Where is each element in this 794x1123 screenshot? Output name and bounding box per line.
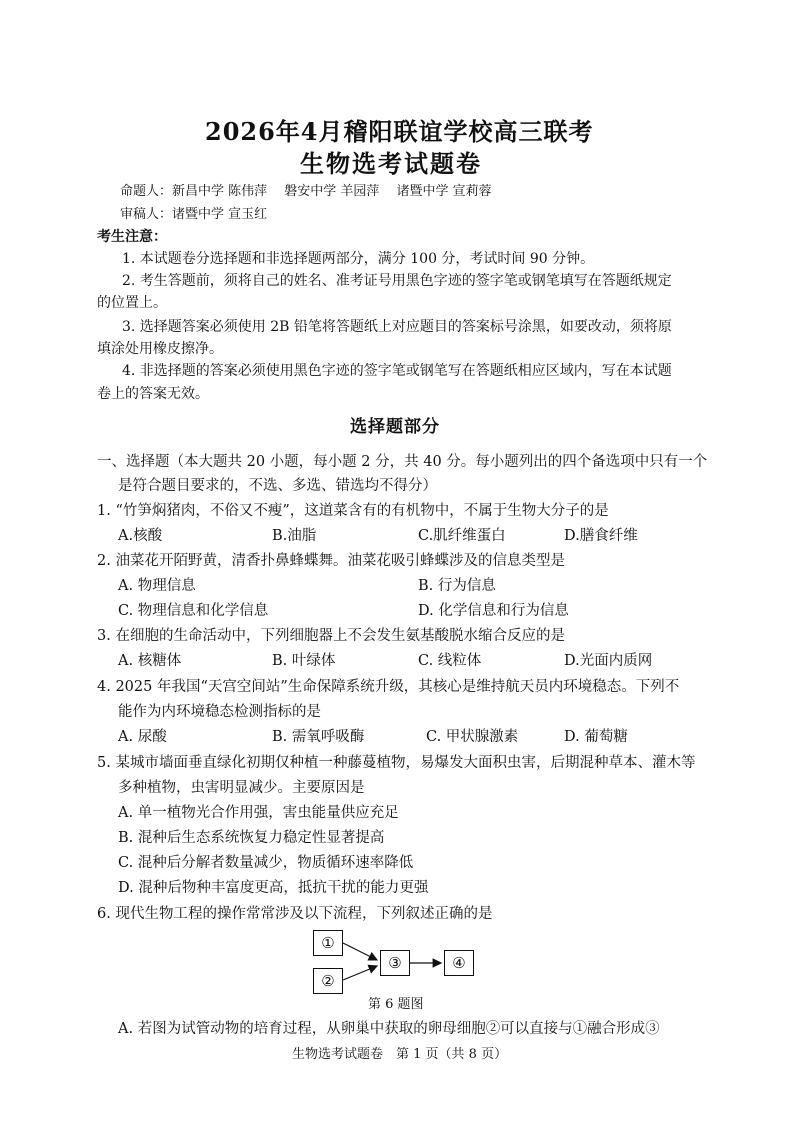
q6-figure-caption: 第 6 题图 [368,997,424,1012]
q4-option-b: B. 需氧呼吸酶 [272,729,365,745]
note-line-4-cont: 卷上的答案无效。 [97,386,209,402]
q2-option-b: B. 行为信息 [418,578,496,594]
q5-stem-line-2: 多种植物，虫害明显减少。主要原因是 [118,780,365,796]
q4-option-c: C. 甲状腺激素 [426,729,519,745]
q3-option-d: D.光面内质网 [564,653,653,669]
q1-option-b: B.油脂 [272,528,317,544]
note-line-3: 3. 选择题答案必须使用 2B 铅笔将答题纸上对应题目的答案标号涂黑，如要改动，须将原 [122,319,672,335]
q3-option-c: C. 线粒体 [418,653,482,669]
arrow-1-to-3 [343,943,377,960]
exam-title: 2026年4月稽阳联谊学校高三联考 [205,117,594,146]
authors-line: 命题人：新昌中学 陈伟萍 磐安中学 羊园萍 诸暨中学 宣莉蓉 [120,184,492,199]
q2-option-d: D. 化学信息和行为信息 [418,603,569,619]
section-title: 选择题部分 [350,417,440,437]
q5-option-c: C. 混种后分解者数量减少，物质循环速率降低 [118,855,414,871]
q1-option-d: D.膳食纤维 [564,528,638,544]
q5-option-a: A. 单一植物光合作用强，害虫能量供应充足 [118,805,399,821]
node-2: ② [313,968,343,994]
note-line-4: 4. 非选择题的答案必须使用黑色字迹的签字笔或钢笔写在答题纸相应区域内，写在本试题 [122,363,672,379]
q2-option-a: A. 物理信息 [118,578,196,594]
q1-stem: 1. “竹笋焖猪肉，不俗又不瘦”，这道菜含有的有机物中，不属于生物大分子的是 [97,503,609,519]
q6-option-a: A. 若图为试管动物的培育过程，从卵巢中获取的卵母细胞②可以直接与①融合形成③ [118,1021,660,1037]
q5-option-b: B. 混种后生态系统恢复力稳定性显著提高 [118,830,385,846]
exam-subtitle: 生物选考试题卷 [300,149,482,178]
q4-stem-line-1: 4. 2025 年我国“天宫空间站”生命保障系统升级，其核心是维持航天员内环境稳态。下列不 [97,679,680,695]
q2-stem: 2. 油菜花开陌野黄，清香扑鼻蜂蝶舞。油菜花吸引蜂蝶涉及的信息类型是 [97,553,565,569]
section-intro-line-1: 一、选择题（本大题共 20 小题，每小题 2 分，共 40 分。每小题列出的四个备选项中只有一个 [97,454,708,470]
q4-stem-line-2: 能作为内环境稳态检测指标的是 [118,704,321,720]
q1-option-a: A.核酸 [118,528,163,544]
section-intro-line-2: 是符合题目要求的，不选、多选、错选均不得分） [118,478,437,494]
q5-option-d: D. 混种后物种丰富度更高，抵抗干扰的能力更强 [118,880,429,896]
arrow-2-to-3 [343,966,377,980]
note-line-2: 2. 考生答题前，须将自己的姓名、准考证号用黑色字迹的签字笔或钢笔填写在答题纸规定 [122,273,672,289]
page-footer: 生物选考试题卷 第 1 页（共 8 页） [292,1047,508,1062]
notes-heading: 考生注意： [97,229,167,245]
reviewer-line: 审稿人：诸暨中学 宣玉红 [120,207,268,222]
node-1: ① [313,930,343,956]
note-line-3-cont: 填涂处用橡皮擦净。 [97,341,223,357]
q4-option-d: D. 葡萄糖 [564,729,628,745]
q5-stem-line-1: 5. 某城市墙面垂直绿化初期仅种植一种藤蔓植物，易爆发大面积虫害，后期混种草本、灌木等 [97,755,696,771]
q4-option-a: A. 尿酸 [118,729,167,745]
q6-stem: 6. 现代生物工程的操作常常涉及以下流程，下列叙述正确的是 [97,906,493,922]
note-line-2-cont: 的位置上。 [97,295,167,311]
node-3: ③ [380,950,410,976]
q1-option-c: C.肌纤维蛋白 [418,528,506,544]
node-4: ④ [444,950,474,976]
note-line-1: 1. 本试题卷分选择题和非选择题两部分，满分 100 分，考试时间 90 分钟。 [122,251,595,267]
q3-stem: 3. 在细胞的生命活动中，下列细胞器上不会发生氨基酸脱水缩合反应的是 [97,628,565,644]
q3-option-a: A. 核糖体 [118,653,182,669]
q2-option-c: C. 物理信息和化学信息 [118,603,269,619]
q3-option-b: B. 叶绿体 [272,653,336,669]
